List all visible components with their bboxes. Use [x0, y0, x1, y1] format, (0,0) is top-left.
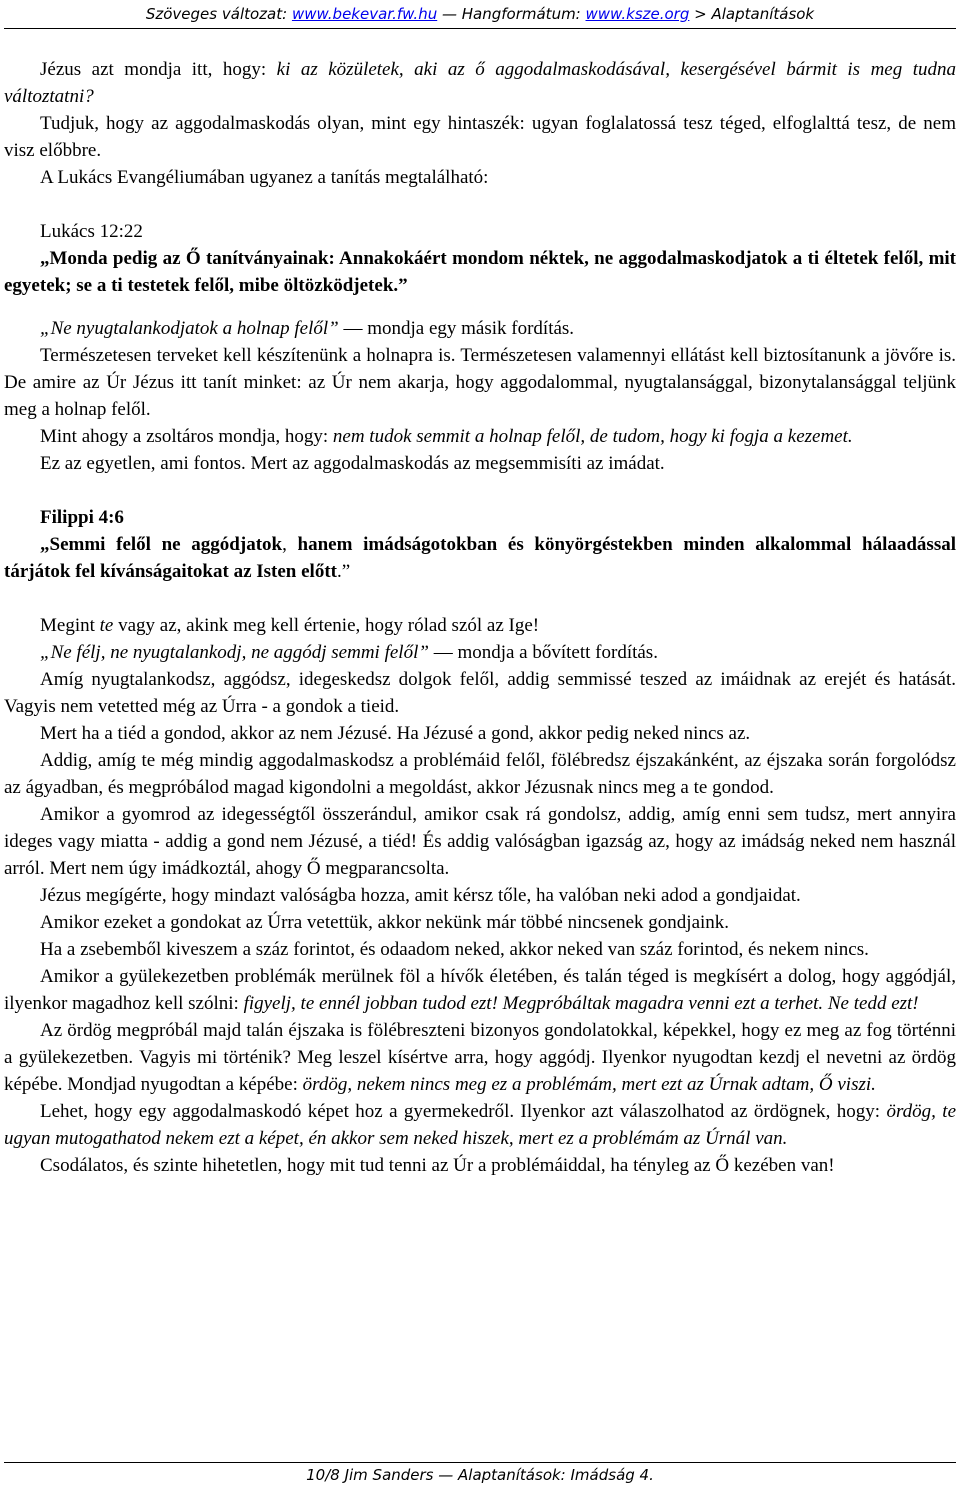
italic-text: ki az közületek, aki az ő aggodalmaskodásával, kesergésével bármit is meg tudna változtatni?: [4, 59, 956, 107]
text: Megint: [40, 615, 100, 636]
paragraph: Amikor a gyomrod az idegességtől összerándul, amikor csak rá gondolsz, addig, amíg enni sem tudsz, mert annyira ideges vagy miatta - addig a gond nem Jézusé, a tiéd! És addig valóságban igazság az, hogy az imádság neked nem használ arról. Mert nem úgy imádkoztál, ahogy Ő megparancsolta.: [4, 804, 956, 879]
paragraph: Addig, amíg te még mindig aggodalmaskodsz a problémáid felől, fölébredsz éjszakánként, az éjszaka során forgolódsz az ágyadban, és megpróbálod magad kigondolni a megoldást, akkor Jézusnak nincs meg a te gondod.: [4, 750, 956, 798]
paragraph: Amikor ezeket a gondokat az Úrra vetettük, akkor nekünk már többé nincsenek gondjaink.: [40, 912, 730, 933]
text: — mondja egy másik fordítás.: [338, 318, 575, 339]
text: — mondja a bővített fordítás.: [428, 642, 658, 663]
text: Jézus azt mondja itt, hogy:: [40, 59, 277, 80]
scripture-reference: Filippi 4:6: [40, 507, 124, 528]
text: Az ördög megpróbál majd talán éjszaka is fölébreszteni bizonyos gondolatokkal, képekkel, hogy ez meg az fog történni a gyülekezetben. Vagyis mi történik? Meg leszel kísértve arra, hogy aggódj. Ilyenkor nyugodtan kezdj el nevetni az ördög képébe. Mondjad nyugodtan a képébe:: [4, 1020, 956, 1095]
scripture-quote: [4, 531, 956, 585]
text: vagy az, akink meg kell értenie, hogy rólad szól az Ige!: [113, 615, 540, 636]
text: ,: [282, 534, 298, 555]
bekevar-link[interactable]: www.bekevar.fw.hu: [291, 5, 438, 23]
paragraph: [4, 315, 956, 342]
italic-text: figyelj, te ennél jobban tudod ezt! Megpróbáltak magadra venni ezt a terhet. Ne tedd ezt!: [243, 993, 919, 1014]
header-suffix: > Alaptanítások: [689, 5, 815, 23]
header-prefix: Szöveges változat:: [145, 5, 292, 23]
italic-text: ördög, te ugyan mutogathatod nekem ezt a képet, én akkor sem neked hiszek, mert ez a problémám az Úrnál van.: [4, 1101, 957, 1149]
paragraph: [4, 612, 956, 639]
italic-text: te: [99, 615, 114, 636]
spacer: [4, 299, 956, 315]
paragraph: Mert ha a tiéd a gondod, akkor az nem Jézusé. Ha Jézusé a gond, akkor pedig neked nincs az.: [40, 723, 751, 744]
page-header: [0, 0, 960, 28]
text: .”: [337, 561, 351, 582]
page-footer: 10/8 Jim Sanders — Alaptanítások: Imádság 4.: [306, 1466, 654, 1484]
italic-text: nem tudok semmit a holnap felől, de tudom, hogy ki fogja a kezemet.: [332, 426, 853, 447]
paragraph: [4, 639, 956, 666]
text: Mint ahogy a zsoltáros mondja, hogy:: [40, 426, 333, 447]
text: Lehet, hogy egy aggodalmaskodó képet hoz a gyermekedről. Ilyenkor azt válaszolhatod az ördögnek, hogy:: [40, 1101, 887, 1122]
scripture-reference: Lukács 12:22: [40, 221, 143, 242]
paragraph: [4, 56, 956, 110]
italic-text: „Ne nyugtalankodjatok a holnap felől”: [40, 318, 339, 339]
paragraph: Tudjuk, hogy az aggodalmaskodás olyan, mint egy hintaszék: ugyan foglalatossá tesz téged, elfoglalttá tesz, de nem visz előbbre.: [4, 113, 956, 161]
paragraph: Jézus megígérte, hogy mindazt valóságba hozza, amit kérsz tőle, ha valóban neki adod a gondjaidat.: [40, 885, 801, 906]
paragraph: Ha a zsebemből kiveszem a száz forintot, és odaadom neked, akkor neked van száz forintod, és nekem nincs.: [40, 939, 869, 960]
header-divider: [4, 28, 956, 29]
paragraph: A Lukács Evangéliumában ugyanez a tanítás megtalálható:: [40, 167, 489, 188]
paragraph: Amíg nyugtalankodsz, aggódsz, idegeskedsz dolgok felől, addig semmissé teszed az imáidnak az erejét és hatását. Vagyis nem vetetted még az Úrra - a gondok a tieid.: [4, 669, 956, 717]
italic-text: „Ne félj, ne nyugtalankodj, ne aggódj semmi felől”: [40, 642, 429, 663]
paragraph: [4, 963, 956, 1017]
paragraph: [4, 1017, 956, 1098]
paragraph: [4, 1098, 956, 1152]
spacer: [4, 477, 956, 504]
paragraph: [4, 423, 956, 450]
bold-text: hanem imádságotokban és könyörgéstekben minden alkalommal hálaadással tárjátok fel kívánságaitokat az Isten előtt: [4, 534, 956, 582]
page-body: [4, 56, 956, 1179]
ksze-link[interactable]: www.ksze.org: [585, 5, 690, 23]
scripture-quote: „Monda pedig az Ő tanítványainak: Annakokáért mondom néktek, ne aggodalmaskodjatok a ti éltetek felől, mit egyetek; se a ti testetek felől, mibe öltözködjetek.”: [4, 248, 956, 296]
text: Amikor a gyülekezetben problémák merülnek föl a hívők életében, és talán téged is megkísért a dolog, hogy aggódjál, ilyenkor magadhoz kell szólni:: [4, 966, 956, 1014]
paragraph: Ez az egyetlen, ami fontos. Mert az aggodalmaskodás az megsemmisíti az imádat.: [40, 453, 665, 474]
header-mid: — Hangformátum:: [437, 5, 586, 23]
spacer: [4, 585, 956, 612]
paragraph: Természetesen terveket kell készítenünk a holnapra is. Természetesen valamennyi ellátást kell biztosítanunk a jövőre is. De amire az Úr Jézus itt tanít minket: az Úr nem akarja, hogy aggodalommal, nyugtalansággal, bizonytalansággal teljünk meg a holnap felől.: [4, 345, 956, 420]
bold-text: „Semmi felől ne aggódjatok: [40, 534, 283, 555]
paragraph: Csodálatos, és szinte hihetetlen, hogy mit tud tenni az Úr a problémáiddal, ha tényleg az Ő kezében van!: [40, 1155, 835, 1176]
italic-text: ördög, nekem nincs meg ez a problémám, mert ezt az Úrnak adtam, Ő viszi.: [302, 1074, 876, 1095]
spacer: [4, 191, 956, 218]
